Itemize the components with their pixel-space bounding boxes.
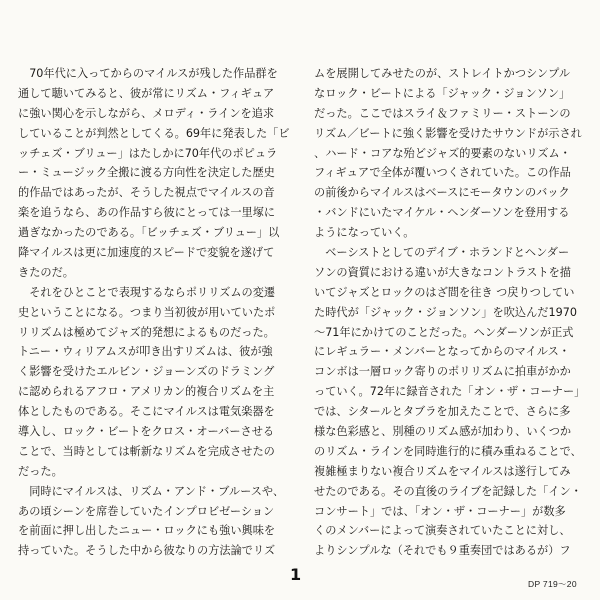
text-line: コンサート」では、「オン・ザ・コーナー」が数多 [314, 504, 566, 518]
text-line: トニー・ウィリアムスが叩き出すリズムは、彼が強 [18, 345, 273, 359]
text-line: ソンの資質における違いが大きなコントラストを描 [314, 265, 571, 279]
text-line: のリズム・ラインを同時進行的に積み重ねることで、 [314, 444, 582, 458]
text-line: に認められるアフロ・アメリカン的複合リズムを主 [18, 385, 275, 399]
text-line: 持っていた。そうした中から彼なりの方法論でリズ [18, 544, 276, 558]
text-line: それをひとことで表現するならポリリズムの変遷 [18, 285, 276, 299]
text-line: 過ぎなかったのである。「ビッチェズ・ブリュー」以 [18, 226, 280, 240]
text-line: だった。ここではスライ＆ファミリー・ストーンの [314, 106, 571, 120]
text-line: 、ハード・コアな殆どジャズ的要素のないリズム・ [314, 146, 571, 160]
text-line: にレギュラー・メンバーとなってからのマイルス・ [314, 345, 570, 359]
text-line: コンボは一層ロック寄りのポリリズムに拍車がかか [314, 365, 571, 379]
text-line: の前後からマイルスはベースにモータウンのバック [314, 186, 570, 200]
text-line: 史ということになる。つまり当初彼が用いていたポ [18, 305, 276, 319]
text-line: していることが判然としてくる。69年に発表した「ビ [18, 126, 290, 140]
text-line: 同時にマイルスは、リズム・アンド・ブルースや、 [18, 484, 285, 498]
text-line: ベーシストとしてのデイブ・ホランドとヘンダー [314, 246, 570, 260]
text-line: ー・ミュージック全搬に渡る方向性を決定した歴史 [18, 166, 275, 180]
text-line: ようになっていく。 [314, 226, 415, 240]
page-number: 1 [290, 565, 302, 584]
text-line: せたのである。その直後のライブを記録した「イン・ [314, 484, 582, 498]
text-line: 的作品ではあったが、そうした視点でマイルスの音 [18, 186, 275, 200]
text-line: た時代が「ジャック・ジョンソン」を吹込んだ1970 [314, 305, 577, 319]
text-line: くのメンバーによって演奏されていたことに対し、 [314, 524, 571, 538]
text-line: 楽を追うなら、あの作品すら彼にとっては一里塚に [18, 206, 276, 220]
right-text-column [314, 64, 586, 561]
text-line: なロック・ビートによる「ジャック・ジョンソン」 [314, 86, 571, 100]
text-line: っていく。72年に録音された「オン・ザ・コーナー」 [314, 385, 586, 399]
text-line: に強い関心を示しながら、メロディ・ラインを追求 [18, 106, 275, 120]
text-line: リズム／ビートに強く影響を受けたサウンドが示され [314, 126, 582, 140]
text-line: 導入し、ロック・ビートをクロス・オーバーさせる [18, 425, 275, 439]
text-line: では、シタールとタブラを加えたことで、さらに多 [314, 405, 571, 419]
text-line: リリズムは極めてジャズ的発想によるものだった。 [18, 325, 275, 339]
text-line: いてジャズとロックのはざ間を往き つ戻りつしてい [314, 285, 575, 299]
text-line: を前面に押し出したニュー・ロックにも強い興味を [18, 524, 276, 538]
text-line: きたのだ。 [18, 265, 74, 279]
text-line: く影響を受けたエルビン・ジョーンズのドラミング [18, 365, 275, 379]
text-line: 様な色彩感と、別種のリズム感が加わり、いくつか [314, 425, 572, 439]
text-line: よりシンプルな（それでも９重奏団ではあるが）フ [314, 544, 571, 558]
text-line: 複雑極まりない複合リズムをマイルスは遂行してみ [314, 464, 571, 478]
text-line: 体としたものである。そこにマイルスは電気楽器を [18, 405, 275, 419]
text-line: あの頃シーンを席巻していたインプロビゼーション [18, 504, 275, 518]
text-line: ッチェズ・ブリュー」はたしかに70年代のポピュラ [18, 146, 278, 160]
catalog-code: DP 719〜20 [528, 579, 577, 589]
text-line: 〜71年にかけてのことだった。ヘンダーソンが正式 [314, 325, 574, 339]
text-line: 降マイルスは更に加速度的スピードで変貌を遂げて [18, 246, 275, 260]
text-line: ・バンドにいたマイケル・ヘンダーソンを登用する [314, 206, 570, 220]
text-line: 70年代に入ってからのマイルスが残した作品群を [18, 67, 278, 80]
text-line: フィギュアで全体が覆いつくされていた。この作品 [314, 166, 571, 180]
text-line: 通して聴いてみると、彼が常にリズム・フィギュア [18, 86, 275, 100]
left-text-column [18, 64, 290, 561]
text-line: ムを展開してみせたのが、ストレイトかつシンプル [314, 67, 571, 80]
text-line: だった。 [18, 464, 63, 478]
text-line: ことで、当時としては斬新なリズムを完成させたの [18, 444, 275, 458]
